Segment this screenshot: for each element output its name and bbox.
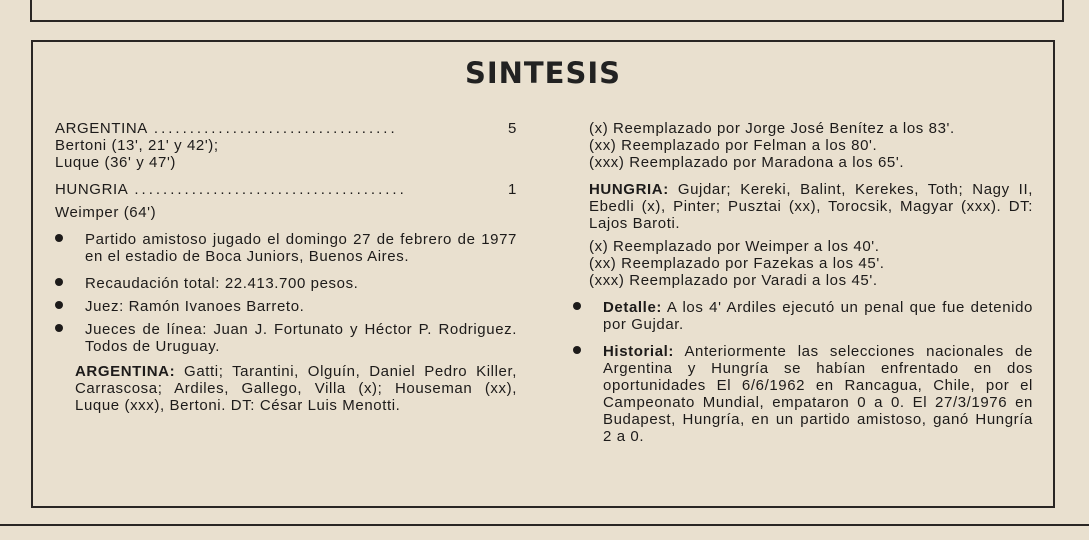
match-info-item	[55, 298, 517, 315]
substitution-line: (x) Reemplazado por Weimper a los 40'.	[589, 238, 880, 255]
detalle-label: Detalle:	[603, 299, 662, 316]
match-info-text: Juez: Ramón Ivanoes Barreto.	[85, 298, 305, 315]
lineup-text: Gatti; Tarantini, Olguín, Daniel Pedro Killer, Carrascosa; Ardiles, Gallego, Villa (x); Houseman (xx), Luque (xxx), Bertoni. DT: César Luis Menotti.	[75, 363, 517, 414]
right-column	[573, 120, 1033, 445]
lineup-label: HUNGRIA:	[589, 181, 669, 198]
historial-text: Anteriormente las selecciones nacionales de Argentina y Hungría se habían enfrentado en dos oportunidades El 6/6/1962 en Rancagua, Chile, por el Campeonato Mundial, empataron 0 a 0. El 27/3/1976 en Budapest, Hungría, en un partido amistoso, ganó Hungría 2 a 0.	[603, 343, 1033, 445]
bullet-icon	[55, 234, 63, 242]
bullet-icon	[573, 346, 581, 354]
substitution-line: (xx) Reemplazado por Felman a los 80'.	[589, 137, 878, 154]
substitution-line: (xxx) Reemplazado por Varadi a los 45'.	[589, 272, 878, 289]
scorer-line: Luque (36' y 47')	[55, 154, 177, 171]
substitution-line: (xx) Reemplazado por Fazekas a los 45'.	[589, 255, 885, 272]
match-info-text: Recaudación total: 22.413.700 pesos.	[85, 275, 359, 292]
hungria-score-row	[55, 181, 517, 198]
sintesis-box	[31, 40, 1055, 508]
bullet-icon	[573, 302, 581, 310]
left-column	[55, 120, 517, 414]
substitution-line: (x) Reemplazado por Jorge José Benítez a los 83'.	[589, 120, 955, 137]
historial-text-wrap	[603, 343, 1033, 445]
dot-leader: ......................................	[134, 181, 407, 198]
match-info-text: Partido amistoso jugado el domingo 27 de febrero de 1977 en el estadio de Boca Juniors, Buenos Aires.	[85, 231, 517, 265]
historial-label: Historial:	[603, 343, 675, 360]
scorer-line: Weimper (64')	[55, 204, 157, 221]
argentina-lineup	[55, 363, 517, 414]
section-title: SINTESIS	[464, 56, 622, 90]
detalle-text: A los 4' Ardiles ejecutó un penal que fue detenido por Gujdar.	[603, 299, 1033, 333]
dot-leader: ..................................	[153, 120, 398, 137]
scorer-line: Bertoni (13', 21' y 42');	[55, 137, 219, 154]
detalle-text-wrap	[603, 299, 1033, 333]
team-name: ARGENTINA	[55, 120, 148, 137]
bullet-icon	[55, 324, 63, 332]
lineup-text: Gujdar; Kereki, Balint, Kerekes, Toth; Nagy II, Ebedli (x), Pinter; Pusztai (xx), Torocsik, Magyar (xxx). DT: Lajos Baroti.	[589, 181, 1033, 232]
bullet-icon	[55, 278, 63, 286]
bullet-icon	[55, 301, 63, 309]
match-info-item	[55, 231, 517, 265]
lineup-label: ARGENTINA:	[75, 363, 176, 380]
score-value: 5	[508, 120, 517, 137]
match-info-text: Jueces de línea: Juan J. Fortunato y Héctor P. Rodriguez. Todos de Uruguay.	[85, 321, 517, 355]
detalle-item	[573, 299, 1033, 333]
score-value: 1	[508, 181, 517, 198]
team-name: HUNGRIA	[55, 181, 129, 198]
historial-item	[573, 343, 1033, 445]
hungria-lineup	[573, 181, 1033, 232]
match-info-item	[55, 275, 517, 292]
argentina-score-row	[55, 120, 517, 137]
match-info-item	[55, 321, 517, 355]
top-frame	[30, 0, 1064, 22]
substitution-line: (xxx) Reemplazado por Maradona a los 65'.	[589, 154, 905, 171]
bottom-rule	[0, 524, 1089, 526]
